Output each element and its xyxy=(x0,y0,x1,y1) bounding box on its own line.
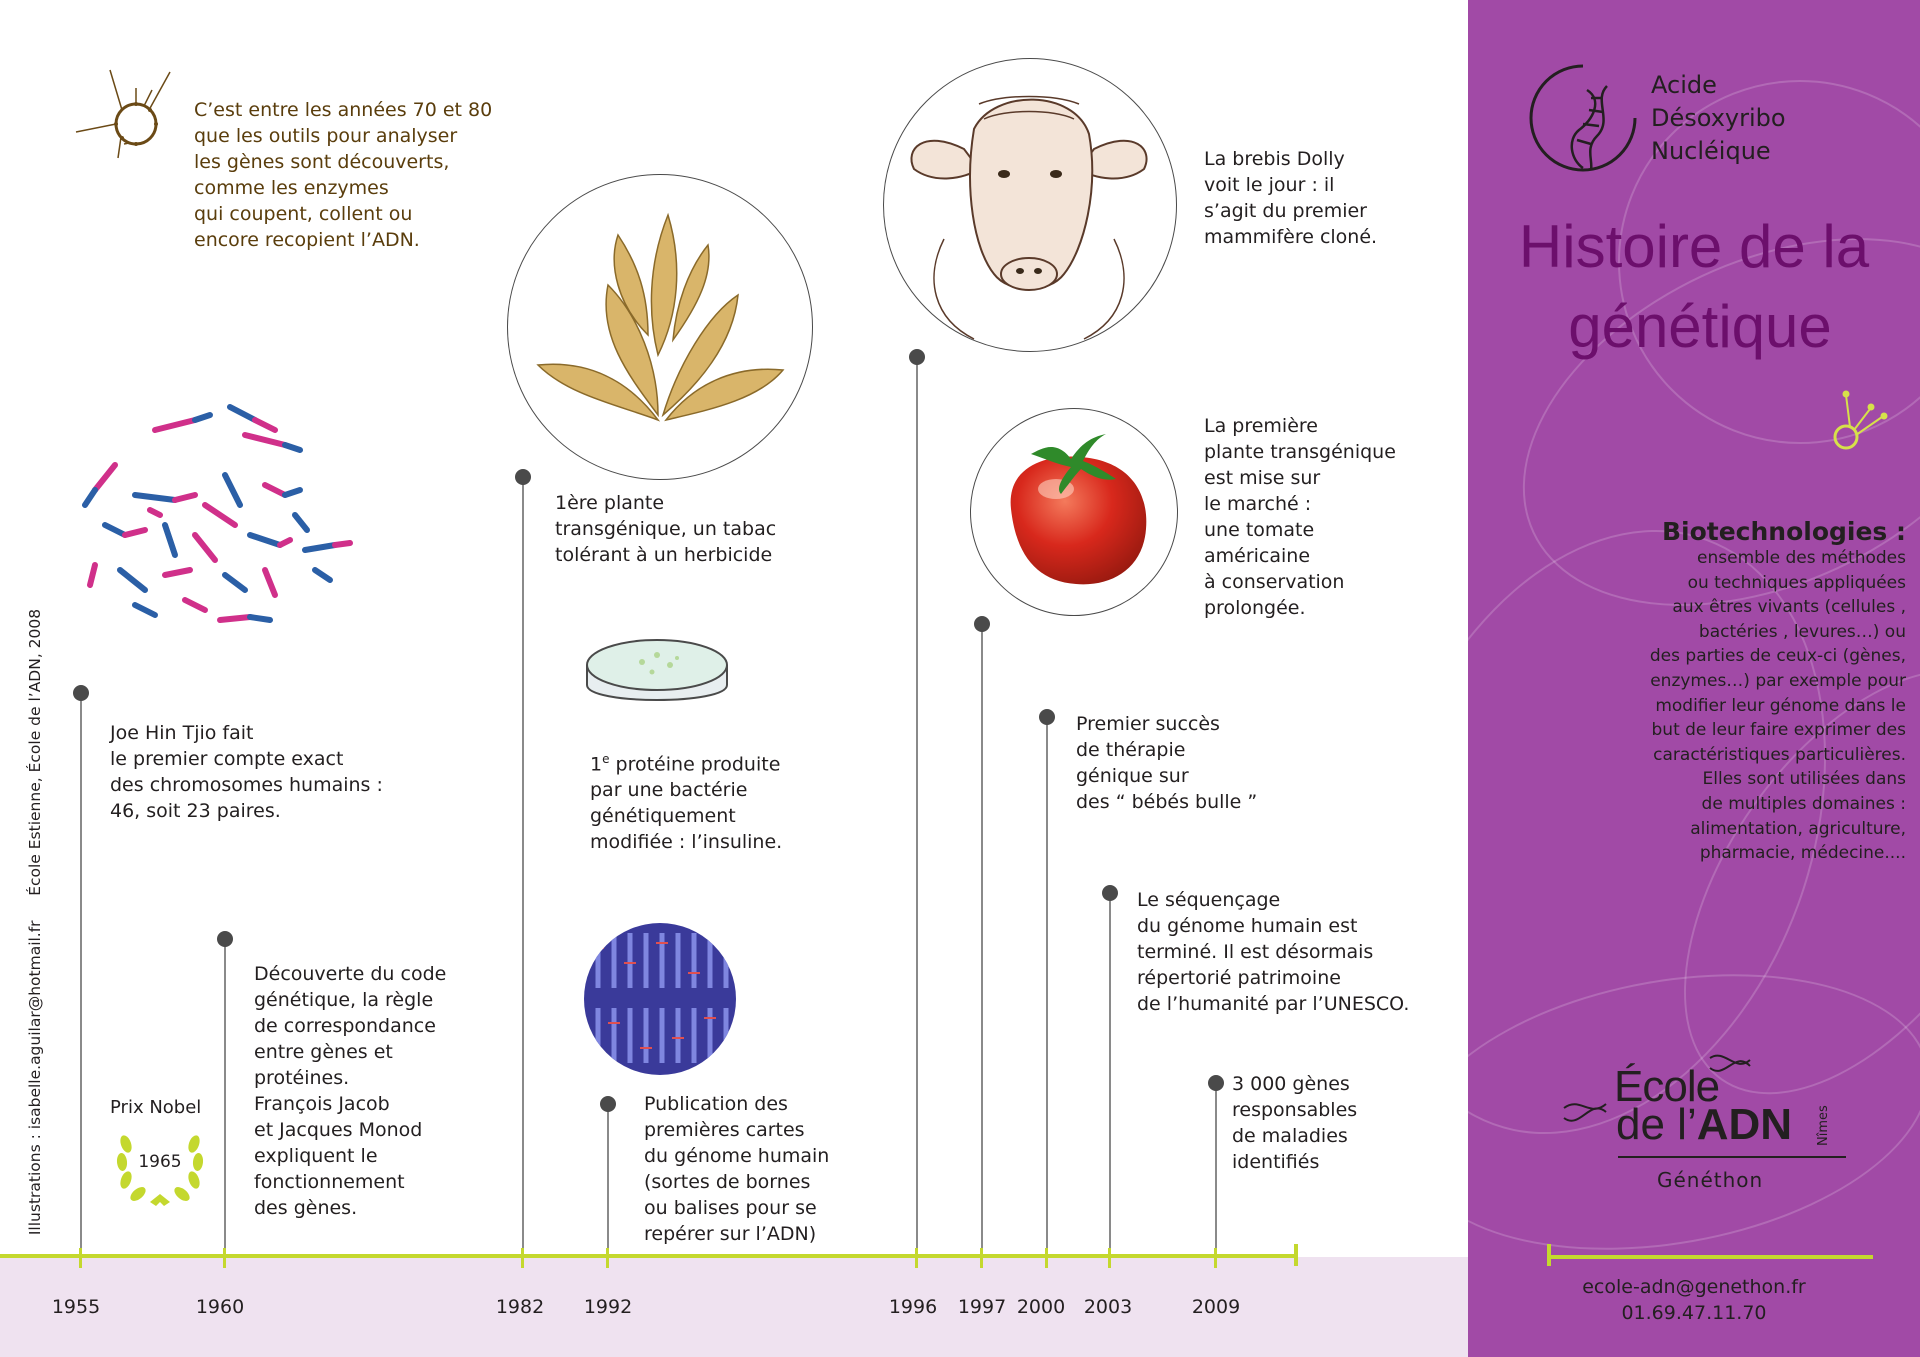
tick-1997 xyxy=(980,1248,983,1268)
stem-2000 xyxy=(1046,717,1048,1255)
logo-nimes: Nîmes xyxy=(1816,1105,1831,1146)
event-1960-text: Découverte du code génétique, la règle de correspondance entre gènes et protéines. François Jacob et Jacques Monod expliquent le fonctionnement des gènes. xyxy=(254,963,447,1219)
contact-bar-start xyxy=(1547,1244,1551,1266)
event-1996-text: La brebis Dolly voit le jour : il s’agit du premier mammifère cloné. xyxy=(1204,148,1378,248)
dot-1992 xyxy=(600,1096,616,1112)
year-label: 1982 xyxy=(495,1296,545,1318)
dot-1960 xyxy=(217,931,233,947)
stem-1996 xyxy=(916,357,918,1255)
timeline-axis xyxy=(0,1254,1298,1258)
adn-line-1: Acide xyxy=(1651,71,1717,99)
lime-sun-icon xyxy=(1820,385,1890,455)
tick-2003 xyxy=(1108,1248,1111,1268)
adn-line-2: Désoxyribo xyxy=(1651,104,1786,132)
event-1955-text: Joe Hin Tjio fait le premier compte exact des chromosomes humains : 46, soit 23 paires. xyxy=(110,722,383,822)
dolly-sheep-illustration xyxy=(883,58,1177,352)
nobel-year: 1965 xyxy=(138,1152,182,1172)
right-panel xyxy=(1468,0,1920,1357)
event-1997-text: La première plante transgénique est mise sur le marché : une tomate américaine à conservation prolongée. xyxy=(1204,415,1396,619)
page-title-line2: génétique xyxy=(1568,293,1832,360)
biotech-text: ensemble des méthodes ou techniques appliquées aux êtres vivants (cellules , bactéries , levures…) ou des parties de ceux-ci (gènes, enzymes…) par exemple pour modifier leur génome dans le but de leur faire exprimer des caractéristiques particulières. Elles sont utilisées dans de multiples domaines : alimentation, agriculture, pharmacie, médecine.... xyxy=(1649,548,1906,864)
dot-2003 xyxy=(1102,885,1118,901)
logo-underline xyxy=(1618,1156,1846,1158)
tick-1996 xyxy=(915,1248,918,1268)
tomato-illustration xyxy=(970,408,1178,616)
adn-line-3: Nucléique xyxy=(1651,137,1771,165)
year-label: 2003 xyxy=(1083,1296,1133,1318)
intro-text: C’est entre les années 70 et 80 que les outils pour analyser les gènes sont découverts, comme les enzymes qui coupent, collent ou encore recopient l’ADN. xyxy=(194,99,493,251)
dot-1955 xyxy=(73,685,89,701)
tick-1960 xyxy=(223,1248,226,1268)
contact-email[interactable]: ecole-adn@genethon.fr xyxy=(1582,1276,1806,1298)
chromosomes-illustration xyxy=(75,395,365,655)
event-2000-text: Premier succès de thérapie génique sur des “ bébés bulle ” xyxy=(1076,713,1258,813)
petri-dish-illustration xyxy=(582,620,732,720)
year-label: 1960 xyxy=(195,1296,245,1318)
stem-1955 xyxy=(80,693,82,1255)
dna-logo-icon xyxy=(1523,60,1643,176)
year-label: 2009 xyxy=(1191,1296,1241,1318)
logo-genethon: Généthon xyxy=(1657,1168,1764,1192)
contact-phone: 01.69.47.11.70 xyxy=(1621,1302,1767,1324)
logo-de-adn: de l’ADN xyxy=(1616,1100,1793,1149)
event-2003-text: Le séquençage du génome humain est terminé. Il est désormais répertorié patrimoine de l’humanité par l’UNESCO. xyxy=(1137,889,1410,1015)
genome-map-illustration xyxy=(584,923,736,1075)
stem-1960 xyxy=(224,939,226,1255)
biotech-title: Biotechnologies : xyxy=(1661,517,1906,546)
contact-bar-line xyxy=(1547,1255,1873,1259)
timeline-axis-end xyxy=(1294,1244,1298,1266)
dot-2000 xyxy=(1039,709,1055,725)
dot-1982 xyxy=(515,469,531,485)
tick-2000 xyxy=(1045,1248,1048,1268)
tick-2009 xyxy=(1214,1248,1217,1268)
stem-1982 xyxy=(522,477,524,1255)
tick-1982 xyxy=(521,1248,524,1268)
nobel-laurel xyxy=(114,1124,206,1208)
dot-1997 xyxy=(974,616,990,632)
page-title-line1: Histoire de la xyxy=(1518,213,1870,280)
event-2009-text: 3 000 gènes responsables de maladies identifiés xyxy=(1232,1073,1358,1173)
sun-icon xyxy=(74,68,174,168)
dot-1996 xyxy=(909,349,925,365)
stem-2003 xyxy=(1109,893,1111,1255)
event-1982-insulin-text: 1e protéine produite par une bactérie génétiquement modifiée : l’insuline. xyxy=(590,752,783,854)
tick-1992 xyxy=(606,1248,609,1268)
year-label: 1992 xyxy=(583,1296,633,1318)
tick-1955 xyxy=(79,1248,82,1268)
credits: Illustrations : isabelle.aguilar@hotmail.fr École Estienne, École de l’ADN, 2008 xyxy=(26,608,44,1236)
year-label: 2000 xyxy=(1016,1296,1066,1318)
year-label: 1955 xyxy=(51,1296,101,1318)
year-label: 1996 xyxy=(888,1296,938,1318)
dot-2009 xyxy=(1208,1075,1224,1091)
stem-1997 xyxy=(981,624,983,1255)
stem-1992 xyxy=(607,1104,609,1255)
event-1982-plant-text: 1ère plante transgénique, un tabac tolérant à un herbicide xyxy=(555,492,777,566)
stem-2009 xyxy=(1215,1083,1217,1255)
event-1992-text: Publication des premières cartes du génome humain (sortes de bornes ou balises pour se repérer sur l’ADN) xyxy=(644,1093,830,1245)
nobel-label: Prix Nobel xyxy=(110,1097,202,1118)
logo-ecole: École xyxy=(1614,1062,1720,1111)
tobacco-plant-illustration xyxy=(507,174,813,480)
year-label: 1997 xyxy=(957,1296,1007,1318)
